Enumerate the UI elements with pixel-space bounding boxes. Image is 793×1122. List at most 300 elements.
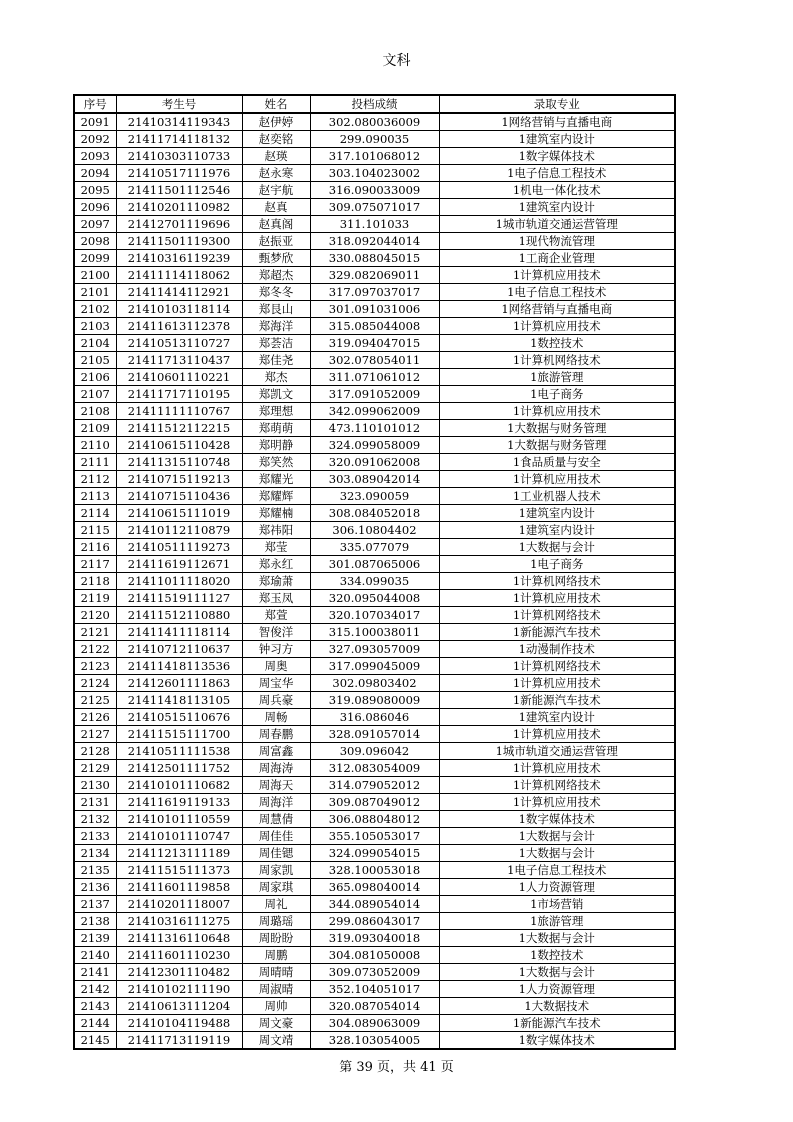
name-cell: 周盼盼	[242, 930, 310, 947]
exam-id-cell: 21411501112546	[116, 182, 242, 199]
table-row	[74, 267, 675, 284]
major-cell: 1电子商务	[439, 556, 675, 573]
table-row	[74, 794, 675, 811]
table-row	[74, 148, 675, 165]
table-row	[74, 318, 675, 335]
exam-id-cell: 21412601111863	[116, 675, 242, 692]
exam-id-cell: 21411114118062	[116, 267, 242, 284]
name-cell: 郑笑然	[242, 454, 310, 471]
seq-cell: 2105	[74, 352, 116, 369]
name-cell: 周家凯	[242, 862, 310, 879]
score-cell: 328.091057014	[310, 726, 439, 743]
exam-id-cell: 21410613111204	[116, 998, 242, 1015]
name-cell: 赵奕铭	[242, 131, 310, 148]
table-row	[74, 828, 675, 845]
major-cell: 1计算机应用技术	[439, 267, 675, 284]
seq-cell: 2112	[74, 471, 116, 488]
seq-cell: 2120	[74, 607, 116, 624]
name-cell: 周晴晴	[242, 964, 310, 981]
name-cell: 郑明静	[242, 437, 310, 454]
seq-cell: 2128	[74, 743, 116, 760]
seq-cell: 2123	[74, 658, 116, 675]
seq-cell: 2098	[74, 233, 116, 250]
page-footer: 第 39 页，共 41 页	[339, 1060, 454, 1075]
exam-id-cell: 21410615111019	[116, 505, 242, 522]
major-cell: 1电子信息工程技术	[439, 284, 675, 301]
exam-id-cell: 21410517111976	[116, 165, 242, 182]
name-cell: 周春鹏	[242, 726, 310, 743]
exam-id-cell: 21410303110733	[116, 148, 242, 165]
exam-id-cell: 21411111110767	[116, 403, 242, 420]
score-cell: 317.097037017	[310, 284, 439, 301]
table-row	[74, 879, 675, 896]
major-cell: 1人力资源管理	[439, 981, 675, 998]
seq-cell: 2145	[74, 1032, 116, 1050]
score-cell: 323.090059	[310, 488, 439, 505]
seq-cell: 2135	[74, 862, 116, 879]
name-cell: 郑凯文	[242, 386, 310, 403]
name-cell: 周礼	[242, 896, 310, 913]
seq-cell: 2106	[74, 369, 116, 386]
name-cell: 郑萌萌	[242, 420, 310, 437]
table-row	[74, 607, 675, 624]
exam-id-cell: 21410112110879	[116, 522, 242, 539]
exam-id-cell: 21410201118007	[116, 896, 242, 913]
name-cell: 郑艮山	[242, 301, 310, 318]
table-row	[74, 301, 675, 318]
seq-cell: 2125	[74, 692, 116, 709]
table-row	[74, 352, 675, 369]
seq-cell: 2118	[74, 573, 116, 590]
table-row	[74, 998, 675, 1015]
table-row	[74, 777, 675, 794]
table-body	[74, 113, 675, 1049]
major-cell: 1旅游管理	[439, 369, 675, 386]
score-cell: 302.09803402	[310, 675, 439, 692]
table-row	[74, 641, 675, 658]
score-cell: 344.089054014	[310, 896, 439, 913]
major-cell: 1计算机应用技术	[439, 403, 675, 420]
table-row	[74, 709, 675, 726]
exam-id-cell: 21411411118114	[116, 624, 242, 641]
name-cell: 赵真	[242, 199, 310, 216]
table-row	[74, 726, 675, 743]
table-row	[74, 454, 675, 471]
exam-id-cell: 21410715119213	[116, 471, 242, 488]
major-cell: 1计算机应用技术	[439, 675, 675, 692]
table-row	[74, 369, 675, 386]
table-row	[74, 1015, 675, 1032]
table-row	[74, 743, 675, 760]
name-cell: 郑海洋	[242, 318, 310, 335]
name-cell: 周畅	[242, 709, 310, 726]
table-row	[74, 590, 675, 607]
name-cell: 赵振亚	[242, 233, 310, 250]
seq-cell: 2094	[74, 165, 116, 182]
score-cell: 306.088048012	[310, 811, 439, 828]
score-cell: 318.092044014	[310, 233, 439, 250]
score-cell: 306.10804402	[310, 522, 439, 539]
table-row	[74, 964, 675, 981]
table-row	[74, 896, 675, 913]
exam-id-cell: 21411316110648	[116, 930, 242, 947]
score-cell: 320.095044008	[310, 590, 439, 607]
major-cell: 1计算机网络技术	[439, 573, 675, 590]
score-cell: 315.100038011	[310, 624, 439, 641]
seq-cell: 2143	[74, 998, 116, 1015]
exam-id-cell: 21411512110880	[116, 607, 242, 624]
name-cell: 周海涛	[242, 760, 310, 777]
name-cell: 郑耀楠	[242, 505, 310, 522]
score-cell: 309.073052009	[310, 964, 439, 981]
score-cell: 328.100053018	[310, 862, 439, 879]
table-row	[74, 284, 675, 301]
table-row	[74, 437, 675, 454]
exam-id-cell: 21411519111127	[116, 590, 242, 607]
name-cell: 郑超杰	[242, 267, 310, 284]
seq-cell: 2092	[74, 131, 116, 148]
name-cell: 周兵豪	[242, 692, 310, 709]
score-cell: 320.091062008	[310, 454, 439, 471]
seq-cell: 2117	[74, 556, 116, 573]
name-cell: 赵宇航	[242, 182, 310, 199]
seq-cell: 2142	[74, 981, 116, 998]
major-cell: 1计算机应用技术	[439, 318, 675, 335]
major-cell: 1城市轨道交通运营管理	[439, 743, 675, 760]
seq-cell: 2116	[74, 539, 116, 556]
name-cell: 周富鑫	[242, 743, 310, 760]
score-cell: 316.086046	[310, 709, 439, 726]
table-row	[74, 403, 675, 420]
score-cell: 365.098040014	[310, 879, 439, 896]
exam-id-cell: 21410601110221	[116, 369, 242, 386]
exam-id-cell: 21410316111275	[116, 913, 242, 930]
major-cell: 1数控技术	[439, 335, 675, 352]
major-cell: 1计算机应用技术	[439, 590, 675, 607]
exam-id-cell: 21410515110676	[116, 709, 242, 726]
name-cell: 赵永寒	[242, 165, 310, 182]
column-header-exam-id: 考生号	[116, 95, 242, 113]
name-cell: 周文豪	[242, 1015, 310, 1032]
column-header-score: 投档成绩	[310, 95, 439, 113]
score-cell: 304.081050008	[310, 947, 439, 964]
seq-cell: 2137	[74, 896, 116, 913]
table-row	[74, 573, 675, 590]
table-row	[74, 658, 675, 675]
seq-cell: 2113	[74, 488, 116, 505]
major-cell: 1数字媒体技术	[439, 1032, 675, 1050]
name-cell: 郑莹	[242, 539, 310, 556]
name-cell: 赵真阁	[242, 216, 310, 233]
exam-id-cell: 21411315110748	[116, 454, 242, 471]
table-row	[74, 386, 675, 403]
seq-cell: 2129	[74, 760, 116, 777]
major-cell: 1大数据与会计	[439, 539, 675, 556]
name-cell: 钟习方	[242, 641, 310, 658]
seq-cell: 2140	[74, 947, 116, 964]
score-cell: 316.090033009	[310, 182, 439, 199]
exam-id-cell: 21411418113105	[116, 692, 242, 709]
score-cell: 301.091031006	[310, 301, 439, 318]
table-row	[74, 420, 675, 437]
major-cell: 1大数据与会计	[439, 930, 675, 947]
exam-id-cell: 21412501111752	[116, 760, 242, 777]
score-cell: 319.094047015	[310, 335, 439, 352]
exam-id-cell: 21410316119239	[116, 250, 242, 267]
seq-cell: 2111	[74, 454, 116, 471]
table-row	[74, 811, 675, 828]
table-header-row	[74, 95, 675, 113]
major-cell: 1动漫制作技术	[439, 641, 675, 658]
seq-cell: 2110	[74, 437, 116, 454]
major-cell: 1市场营销	[439, 896, 675, 913]
score-cell: 311.071061012	[310, 369, 439, 386]
score-cell: 309.096042	[310, 743, 439, 760]
major-cell: 1计算机应用技术	[439, 471, 675, 488]
major-cell: 1计算机应用技术	[439, 760, 675, 777]
score-cell: 309.087049012	[310, 794, 439, 811]
seq-cell: 2131	[74, 794, 116, 811]
name-cell: 周宝华	[242, 675, 310, 692]
table-row	[74, 165, 675, 182]
name-cell: 郑杰	[242, 369, 310, 386]
exam-id-cell: 21412301110482	[116, 964, 242, 981]
table-row	[74, 131, 675, 148]
exam-id-cell: 21410715110436	[116, 488, 242, 505]
major-cell: 1大数据与会计	[439, 828, 675, 845]
exam-id-cell: 21411501119300	[116, 233, 242, 250]
score-cell: 304.089063009	[310, 1015, 439, 1032]
table-row	[74, 556, 675, 573]
major-cell: 1计算机网络技术	[439, 607, 675, 624]
seq-cell: 2100	[74, 267, 116, 284]
major-cell: 1大数据与会计	[439, 845, 675, 862]
score-cell: 302.080036009	[310, 113, 439, 131]
exam-id-cell: 21410712110637	[116, 641, 242, 658]
major-cell: 1网络营销与直播电商	[439, 113, 675, 131]
exam-id-cell: 21410511119273	[116, 539, 242, 556]
table-row	[74, 182, 675, 199]
score-cell: 352.104051017	[310, 981, 439, 998]
name-cell: 郑耀辉	[242, 488, 310, 505]
seq-cell: 2132	[74, 811, 116, 828]
score-cell: 312.083054009	[310, 760, 439, 777]
seq-cell: 2097	[74, 216, 116, 233]
exam-id-cell: 21411713119119	[116, 1032, 242, 1050]
exam-id-cell: 21411418113536	[116, 658, 242, 675]
score-cell: 330.088045015	[310, 250, 439, 267]
name-cell: 郑瑜萧	[242, 573, 310, 590]
seq-cell: 2127	[74, 726, 116, 743]
name-cell: 周文靖	[242, 1032, 310, 1050]
exam-id-cell: 21410314119343	[116, 113, 242, 131]
score-cell: 329.082069011	[310, 267, 439, 284]
score-cell: 320.087054014	[310, 998, 439, 1015]
seq-cell: 2095	[74, 182, 116, 199]
seq-cell: 2141	[74, 964, 116, 981]
major-cell: 1建筑室内设计	[439, 199, 675, 216]
exam-id-cell: 21411619119133	[116, 794, 242, 811]
seq-cell: 2096	[74, 199, 116, 216]
score-cell: 314.079052012	[310, 777, 439, 794]
major-cell: 1数控技术	[439, 947, 675, 964]
score-cell: 327.093057009	[310, 641, 439, 658]
major-cell: 1大数据与财务管理	[439, 420, 675, 437]
major-cell: 1建筑室内设计	[439, 709, 675, 726]
name-cell: 周家琪	[242, 879, 310, 896]
major-cell: 1网络营销与直播电商	[439, 301, 675, 318]
table-row	[74, 522, 675, 539]
seq-cell: 2102	[74, 301, 116, 318]
seq-cell: 2114	[74, 505, 116, 522]
seq-cell: 2126	[74, 709, 116, 726]
seq-cell: 2107	[74, 386, 116, 403]
exam-id-cell: 21412701119696	[116, 216, 242, 233]
exam-id-cell: 21410201110982	[116, 199, 242, 216]
score-cell: 320.107034017	[310, 607, 439, 624]
name-cell: 郑玉凤	[242, 590, 310, 607]
major-cell: 1新能源汽车技术	[439, 624, 675, 641]
seq-cell: 2103	[74, 318, 116, 335]
seq-cell: 2139	[74, 930, 116, 947]
table-row	[74, 250, 675, 267]
major-cell: 1工业机器人技术	[439, 488, 675, 505]
major-cell: 1新能源汽车技术	[439, 692, 675, 709]
major-cell: 1新能源汽车技术	[439, 1015, 675, 1032]
score-cell: 324.099054015	[310, 845, 439, 862]
exam-id-cell: 21411713110437	[116, 352, 242, 369]
seq-cell: 2099	[74, 250, 116, 267]
score-cell: 335.077079	[310, 539, 439, 556]
score-cell: 355.105053017	[310, 828, 439, 845]
name-cell: 周慧倩	[242, 811, 310, 828]
score-cell: 334.099035	[310, 573, 439, 590]
exam-id-cell: 21411011118020	[116, 573, 242, 590]
table-row	[74, 624, 675, 641]
name-cell: 周奥	[242, 658, 310, 675]
score-cell: 319.093040018	[310, 930, 439, 947]
page-title: 文科	[382, 53, 411, 69]
score-cell: 324.099058009	[310, 437, 439, 454]
major-cell: 1电子信息工程技术	[439, 862, 675, 879]
major-cell: 1计算机网络技术	[439, 658, 675, 675]
exam-id-cell: 21410101110559	[116, 811, 242, 828]
name-cell: 郑耀光	[242, 471, 310, 488]
name-cell: 周淑晴	[242, 981, 310, 998]
score-cell: 309.075071017	[310, 199, 439, 216]
exam-id-cell: 21411213111189	[116, 845, 242, 862]
table-row	[74, 335, 675, 352]
name-cell: 郑佳尧	[242, 352, 310, 369]
major-cell: 1大数据技术	[439, 998, 675, 1015]
score-cell: 317.101068012	[310, 148, 439, 165]
exam-id-cell: 21411601110230	[116, 947, 242, 964]
major-cell: 1计算机应用技术	[439, 794, 675, 811]
seq-cell: 2108	[74, 403, 116, 420]
major-cell: 1现代物流管理	[439, 233, 675, 250]
name-cell: 郑冬冬	[242, 284, 310, 301]
major-cell: 1电子商务	[439, 386, 675, 403]
major-cell: 1大数据与会计	[439, 964, 675, 981]
score-cell: 328.103054005	[310, 1032, 439, 1050]
exam-id-cell: 21410101110747	[116, 828, 242, 845]
major-cell: 1电子信息工程技术	[439, 165, 675, 182]
seq-cell: 2122	[74, 641, 116, 658]
exam-id-cell: 21410104119488	[116, 1015, 242, 1032]
table-row	[74, 981, 675, 998]
table-row	[74, 862, 675, 879]
major-cell: 1建筑室内设计	[439, 505, 675, 522]
score-cell: 317.099045009	[310, 658, 439, 675]
score-cell: 315.085044008	[310, 318, 439, 335]
major-cell: 1建筑室内设计	[439, 522, 675, 539]
name-cell: 甄梦欣	[242, 250, 310, 267]
score-cell: 301.087065006	[310, 556, 439, 573]
seq-cell: 2115	[74, 522, 116, 539]
seq-cell: 2104	[74, 335, 116, 352]
major-cell: 1旅游管理	[439, 913, 675, 930]
table-row	[74, 947, 675, 964]
admission-table	[73, 94, 676, 1050]
name-cell: 郑永红	[242, 556, 310, 573]
major-cell: 1计算机网络技术	[439, 352, 675, 369]
score-cell: 303.089042014	[310, 471, 439, 488]
name-cell: 郑萱	[242, 607, 310, 624]
name-cell: 周佳锶	[242, 845, 310, 862]
seq-cell: 2138	[74, 913, 116, 930]
table-row	[74, 199, 675, 216]
exam-id-cell: 21410103118114	[116, 301, 242, 318]
major-cell: 1机电一体化技术	[439, 182, 675, 199]
table-row	[74, 760, 675, 777]
table-row	[74, 471, 675, 488]
score-cell: 311.101033	[310, 216, 439, 233]
score-cell: 308.084052018	[310, 505, 439, 522]
seq-cell: 2124	[74, 675, 116, 692]
score-cell: 302.078054011	[310, 352, 439, 369]
major-cell: 1建筑室内设计	[439, 131, 675, 148]
name-cell: 周鹏	[242, 947, 310, 964]
table-row	[74, 845, 675, 862]
exam-id-cell: 21410513110727	[116, 335, 242, 352]
major-cell: 1计算机应用技术	[439, 726, 675, 743]
column-header-seq: 序号	[74, 95, 116, 113]
column-header-name: 姓名	[242, 95, 310, 113]
seq-cell: 2130	[74, 777, 116, 794]
name-cell: 周帅	[242, 998, 310, 1015]
exam-id-cell: 21411714118132	[116, 131, 242, 148]
table-row	[74, 675, 675, 692]
table-row	[74, 488, 675, 505]
table-row	[74, 930, 675, 947]
exam-id-cell: 21411515111373	[116, 862, 242, 879]
seq-cell: 2121	[74, 624, 116, 641]
table-row	[74, 913, 675, 930]
name-cell: 郑祎阳	[242, 522, 310, 539]
exam-id-cell: 21411515111700	[116, 726, 242, 743]
score-cell: 303.104023002	[310, 165, 439, 182]
seq-cell: 2091	[74, 113, 116, 131]
exam-id-cell: 21411613112378	[116, 318, 242, 335]
name-cell: 郑荟洁	[242, 335, 310, 352]
score-cell: 342.099062009	[310, 403, 439, 420]
exam-id-cell: 21410511111538	[116, 743, 242, 760]
seq-cell: 2101	[74, 284, 116, 301]
table-row	[74, 233, 675, 250]
score-cell: 299.090035	[310, 131, 439, 148]
name-cell: 周佳佳	[242, 828, 310, 845]
score-cell: 317.091052009	[310, 386, 439, 403]
